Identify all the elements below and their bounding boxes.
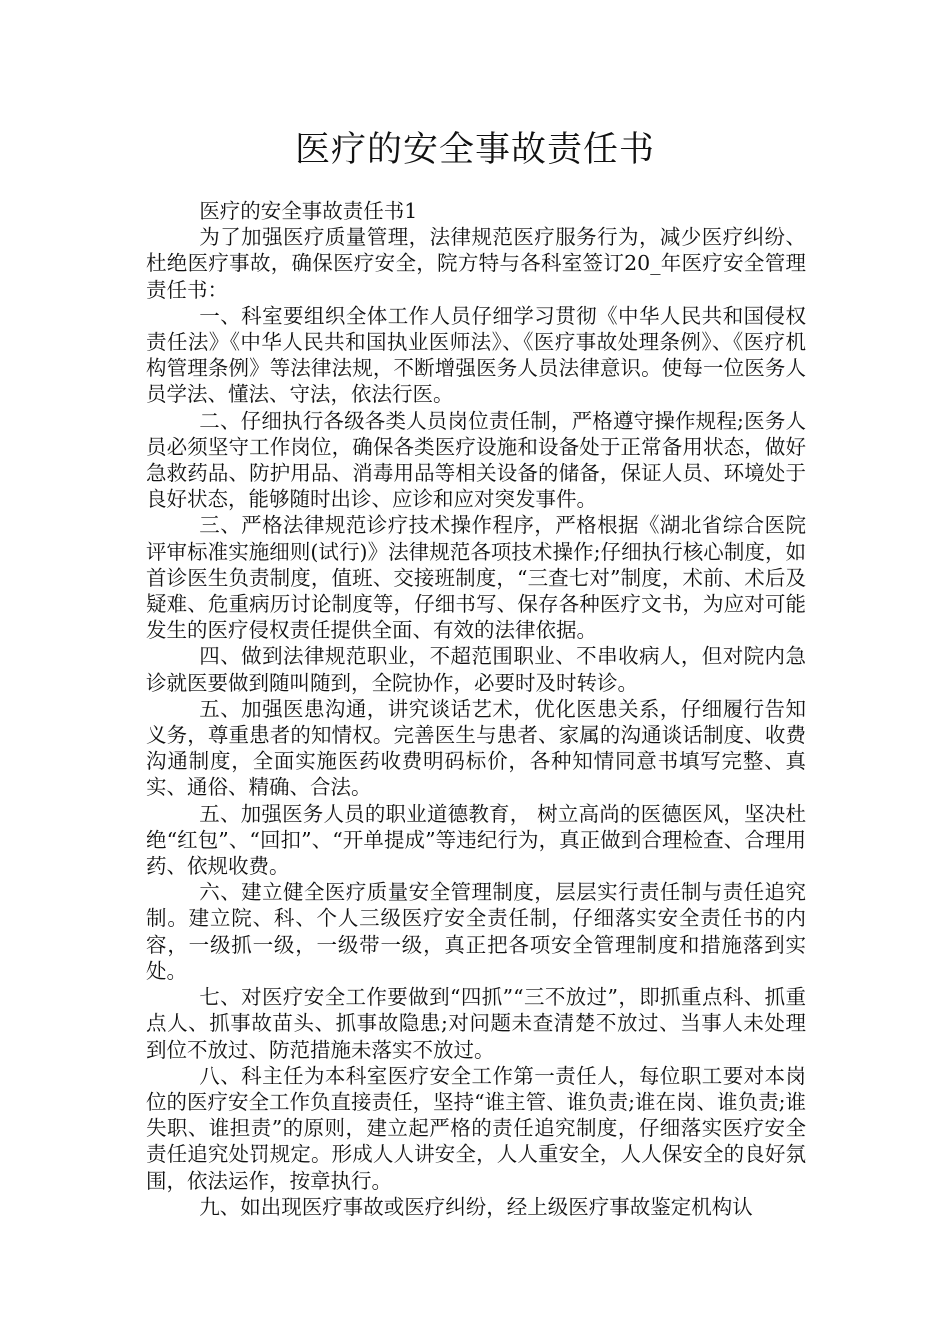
paragraph-item-7: 七、对医疗安全工作要做到“四抓”“三不放过”，即抓重点科、抓重点人、抓事故苗头、抓事故隐患;对问题未查清楚不放过、当事人未处理到位不放过、防范措施未落实不放过。 (146, 985, 806, 1062)
paragraph-item-6: 六、建立健全医疗质量安全管理制度，层层实行责任制与责任追究制。建立院、科、个人三级医疗安全责任制，仔细落实安全责任书的内容，一级抓一级，一级带一级，真正把各项安全管理制度和措施落到实处。 (146, 880, 806, 983)
paragraph-item-5a: 五、加强医患沟通，讲究谈话艺术，优化医患关系，仔细履行告知义务，尊重患者的知情权。完善医生与患者、家属的沟通谈话制度、收费沟通制度，全面实施医药收费明码标价，各种知情同意书填写完整、真实、通俗、精确、合法。 (146, 696, 806, 800)
paragraph-item-3: 三、严格法律规范诊疗技术操作程序，严格根据《湖北省综合医院评审标准实施细则(试行)》法律规范各项技术操作;仔细执行核心制度，如首诊医生负责制度，值班、交接班制度，“三查七对”制度，术前、术后及疑难、危重病历讨论制度等，仔细书写、保存各种医疗文书，为应对可能发生的医疗侵权责任提供全面、有效的法律依据。 (146, 513, 806, 643)
paragraph-item-4: 四、做到法律规范职业，不超范围职业、不串收病人，但对院内急诊就医要做到随叫随到，全院协作，必要时及时转诊。 (146, 644, 806, 695)
paragraph-heading: 医疗的安全事故责任书1 (199, 199, 418, 223)
paragraph-item-2: 二、仔细执行各级各类人员岗位责任制，严格遵守操作规程;医务人员必须坚守工作岗位，确保各类医疗设施和设备处于正常备用状态，做好急救药品、防护用品、消毒用品等相关设备的储备，保证人员、环境处于良好状态，能够随时出诊、应诊和应对突发事件。 (146, 408, 806, 512)
document-body (146, 198, 806, 1220)
paragraph-intro: 为了加强医疗质量管理，法律规范医疗服务行为，减少医疗纠纷、杜绝医疗事故，确保医疗安全，院方特与各科室签订20_年医疗安全管理责任书： (146, 225, 806, 302)
paragraph-item-8: 八、科主任为本科室医疗安全工作第一责任人，每位职工要对本岗位的医疗安全工作负直接责任，坚持“谁主管、谁负责;谁在岗、谁负责;谁失职、谁担责”的原则，建立起严格的责任追究制度，仔细落实医疗安全责任追究处罚规定。形成人人讲安全，人人重安全，人人保安全的良好氛围，依法运作，按章执行。 (146, 1063, 806, 1193)
paragraph-item-9: 九、如出现医疗事故或医疗纠纷，经上级医疗事故鉴定机构认 (199, 1194, 753, 1219)
document-title: 医疗的安全事故责任书 (294, 130, 655, 170)
paragraph-item-1: 一、科室要组织全体工作人员仔细学习贯彻《中华人民共和国侵权责任法》《中华人民共和国执业医师法》、《医疗事故处理条例》、《医疗机构管理条例》等法律法规，不断增强医务人员法律意识。使每一位医务人员学法、懂法、守法，依法行医。 (146, 303, 806, 407)
paragraph-item-5b: 五、加强医务人员的职业道德教育， 树立高尚的医德医风，坚决杜绝“红包”、“回扣”、“开单提成”等违纪行为，真正做到合理检查、合理用药、依规收费。 (146, 801, 806, 879)
